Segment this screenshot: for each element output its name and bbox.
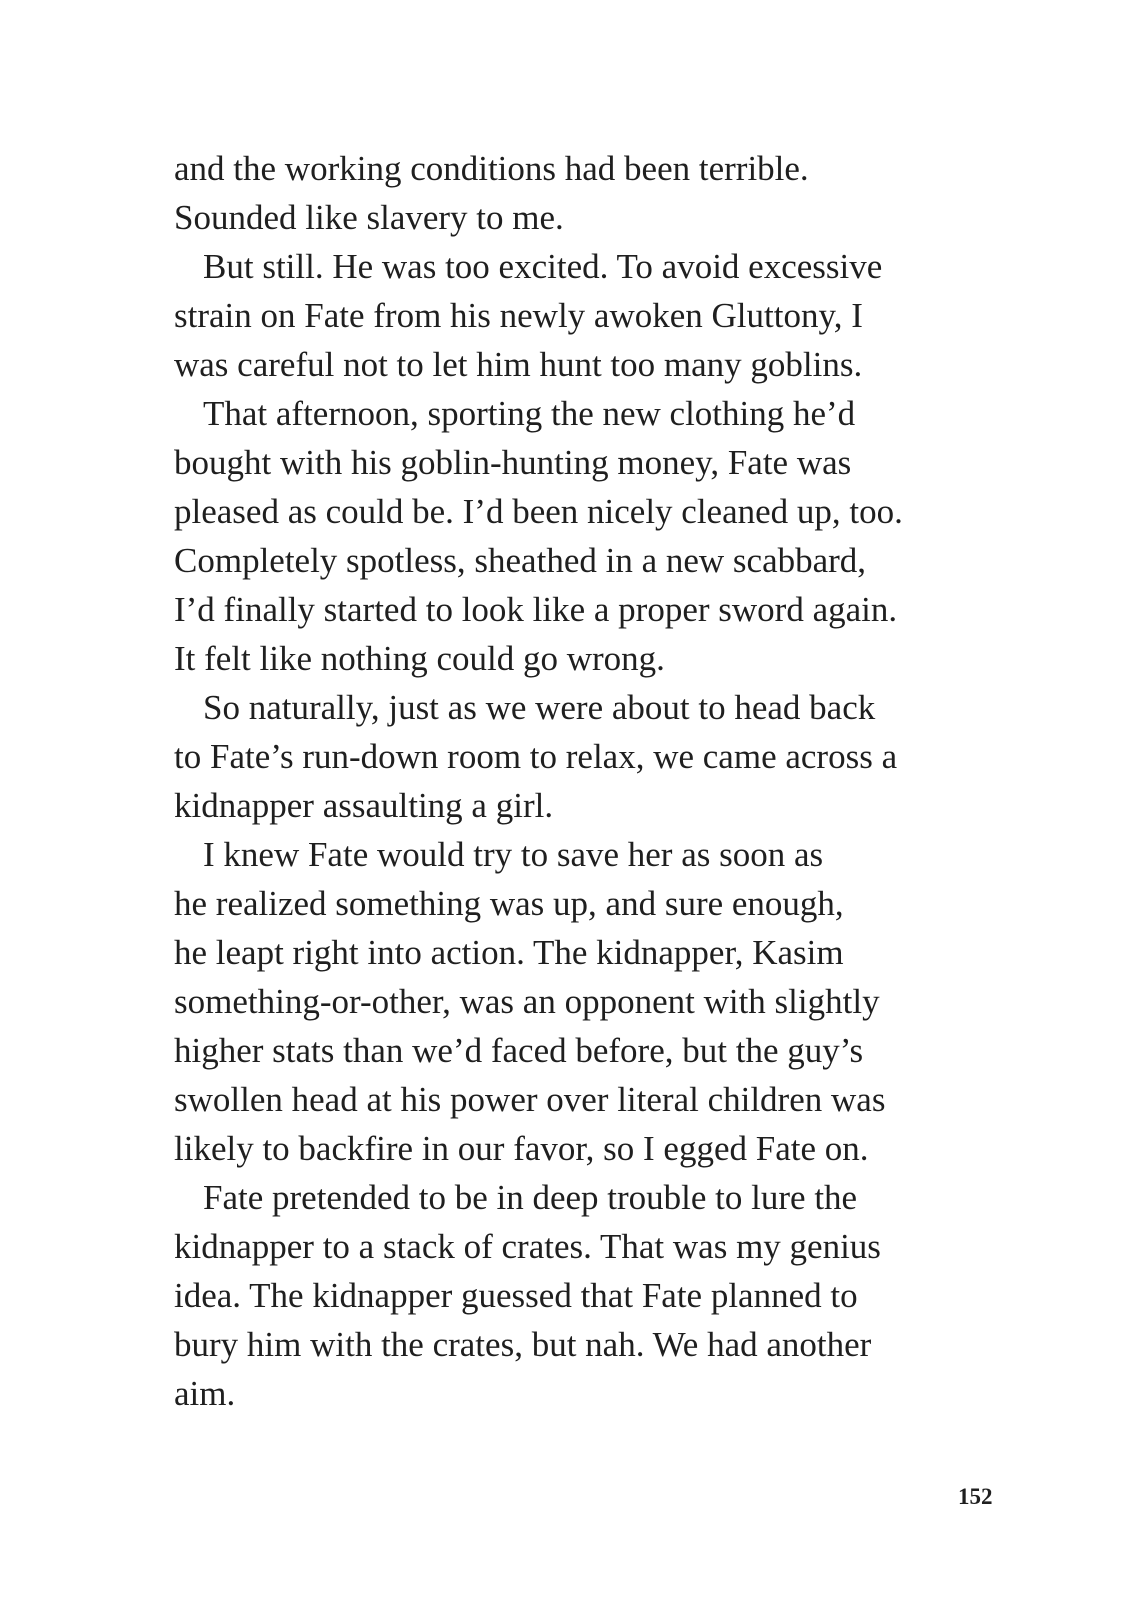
text-line: likely to backfire in our favor, so I egged Fate on. [174, 1129, 869, 1168]
text-line: pleased as could be. I’d been nicely cleaned up, too. [174, 492, 903, 531]
text-line: he realized something was up, and sure enough, [174, 884, 844, 923]
body-text [174, 144, 974, 1418]
text-line: something-or-other, was an opponent with slightly [174, 982, 880, 1021]
text-line: bury him with the crates, but nah. We had another [174, 1325, 872, 1364]
text-line: bought with his goblin-hunting money, Fate was [174, 443, 852, 482]
text-line: strain on Fate from his newly awoken Gluttony, I [174, 296, 863, 335]
text-line: to Fate’s run-down room to relax, we came across a [174, 737, 898, 776]
page-number: 152 [958, 1484, 993, 1509]
text-line: kidnapper to a stack of crates. That was my genius [174, 1227, 881, 1266]
text-line: higher stats than we’d faced before, but the guy’s [174, 1031, 864, 1070]
text-line: idea. The kidnapper guessed that Fate planned to [174, 1276, 858, 1315]
text-line: kidnapper assaulting a girl. [174, 786, 554, 825]
text-line: Completely spotless, sheathed in a new scabbard, [174, 541, 867, 580]
text-line: Fate pretended to be in deep trouble to lure the [203, 1178, 858, 1217]
text-line: So naturally, just as we were about to head back [203, 688, 876, 727]
text-line: That afternoon, sporting the new clothing he’d [203, 394, 856, 433]
text-line: I knew Fate would try to save her as soon as [203, 835, 824, 874]
text-line: swollen head at his power over literal children was [174, 1080, 886, 1119]
text-line: and the working conditions had been terrible. [174, 149, 809, 188]
text-line: It felt like nothing could go wrong. [174, 639, 665, 678]
text-line: I’d finally started to look like a proper sword again. [174, 590, 898, 629]
text-line: But still. He was too excited. To avoid excessive [203, 247, 883, 286]
text-line: aim. [174, 1374, 236, 1413]
text-line: was careful not to let him hunt too many goblins. [174, 345, 863, 384]
text-line: Sounded like slavery to me. [174, 198, 564, 237]
text-line: he leapt right into action. The kidnapper, Kasim [174, 933, 844, 972]
